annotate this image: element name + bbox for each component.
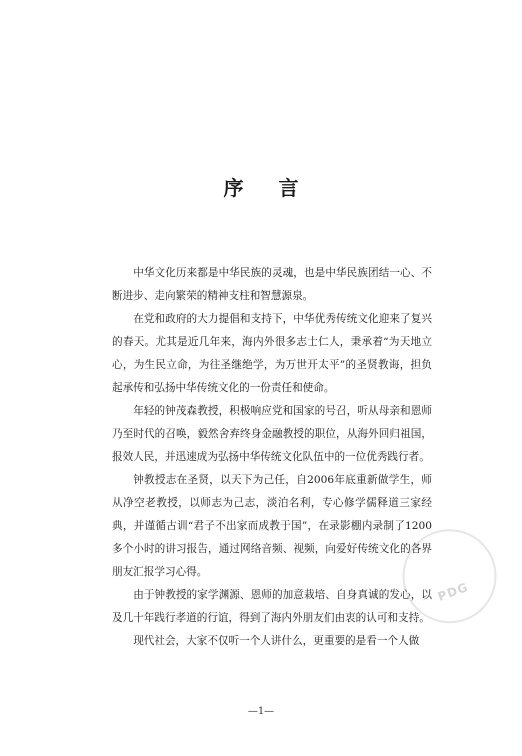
page-number: —1— <box>247 706 275 717</box>
paragraph-6: 现代社会，大家不仅听一个人讲什么，更重要的是看一个人做 <box>133 635 420 647</box>
watermark-text: PDG <box>435 579 471 604</box>
preface-body <box>112 262 432 653</box>
paragraph-5: 由于钟教授的家学渊源、恩师的加意栽培、自身真诚的发心，以及几十年践行孝道的行谊，得到了海内外朋友们由衷的认可和支持。 <box>112 589 432 624</box>
paragraph-4: 钟教授志在圣贤，以天下为己任，自2006年底重新做学生，师从净空老教授，以师志为己志，淡泊名利，专心修学儒释道三家经典，并谨循古训“君子不出家而成教于国”，在录影棚内录制了1200多个小时的讲习报告，通过网络音频、视频，向爱好传统文化的各界朋友汇报学习心得。 <box>112 474 432 578</box>
paragraph-2: 在党和政府的大力提倡和支持下，中华优秀传统文化迎来了复兴的春天。尤其是近几年来，海内外很多志士仁人，秉承着“为天地立心，为生民立命，为往圣继绝学，为万世开太平”的圣贤教诲，担负起承传和弘扬中华传统文化的一份责任和使命。 <box>112 313 432 394</box>
paragraph-1: 中华文化历来都是中华民族的灵魂，也是中华民族团结一心、不断进步、走向繁荣的精神支柱和智慧源泉。 <box>112 267 432 302</box>
page-title: 序 言 <box>223 176 313 200</box>
paragraph-3: 年轻的钟茂森教授，积极响应党和国家的号召，听从母亲和恩师乃至时代的召唤，毅然舍弃终身金融教授的职位，从海外回归祖国，报效人民，并迅速成为弘扬中华传统文化队伍中的一位优秀践行者。 <box>112 405 432 463</box>
